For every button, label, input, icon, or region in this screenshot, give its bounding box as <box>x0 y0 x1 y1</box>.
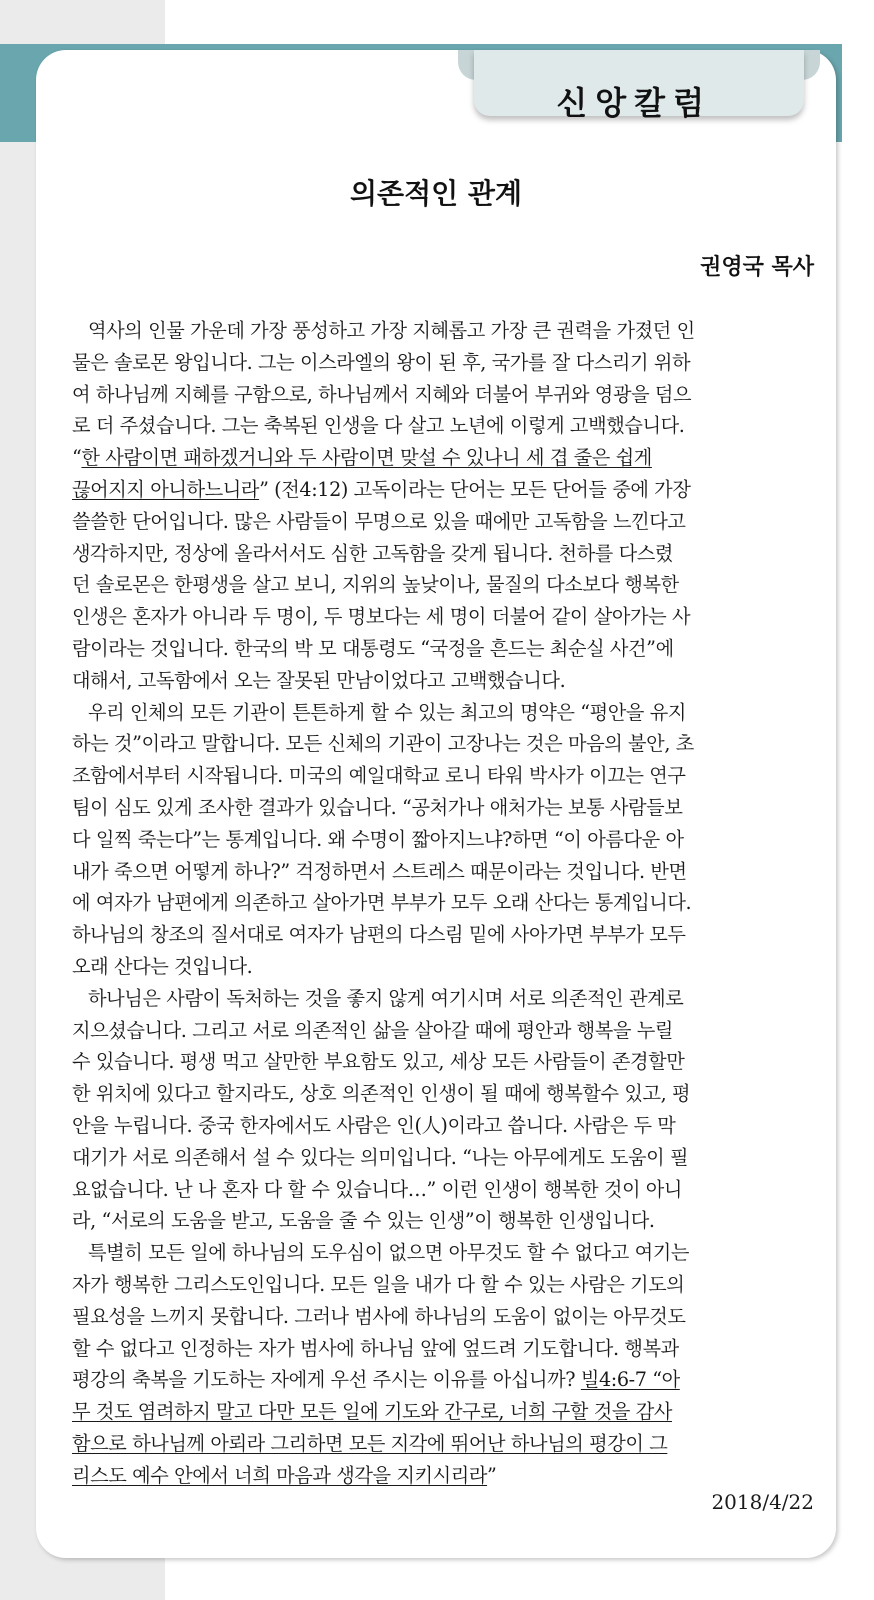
body-text: 에 여자가 남편에게 의존하고 살아가면 부부가 모두 오래 산다는 통계입니다. <box>72 891 692 915</box>
body-text: 다 일찍 죽는다”는 통계입니다. 왜 수명이 짧아지느냐?하면 “이 아름다운 아 <box>72 827 684 851</box>
body-text: 자가 행복한 그리스도인입니다. 모든 일을 내가 다 할 수 있는 사람은 기도의 <box>72 1272 685 1296</box>
body-line <box>72 1205 814 1237</box>
scripture-quote: 끊어지지 아니하느니라 <box>72 477 260 501</box>
scripture-quote: 빌4:6-7 “아 <box>580 1368 680 1392</box>
body-text: 생각하지만, 정상에 올라서서도 심한 고독함을 갖게 됩니다. 천하를 다스렸 <box>72 541 674 565</box>
body-text: 로 더 주셨습니다. 그는 축복된 인생을 다 살고 노년에 이렇게 고백했습니다. <box>72 414 685 438</box>
body-text: 특별히 모든 일에 하나님의 도우심이 없으면 아무것도 할 수 없다고 여기는 <box>88 1241 690 1265</box>
body-text: 평강의 축복을 기도하는 자에게 우선 주시는 이유를 아십니까? <box>72 1368 581 1392</box>
body-line <box>72 474 814 506</box>
body-text: 요없습니다. 난 나 혼자 다 할 수 있습니다…” 이런 인생이 행복한 것이 아니 <box>72 1177 683 1201</box>
article-body <box>72 315 814 1491</box>
body-text: 하나님의 창조의 질서대로 여자가 남편의 다스림 밑에 사아가면 부부가 모두 <box>72 923 686 947</box>
body-text: 대기가 서로 의존해서 설 수 있다는 의미입니다. “나는 아무에게도 도움이 필 <box>72 1145 689 1169</box>
body-line <box>72 538 814 570</box>
body-line <box>72 1428 814 1460</box>
body-text: 하는 것”이라고 말합니다. 모든 신체의 기관이 고장나는 것은 마음의 불안, 초 <box>72 732 694 756</box>
body-line <box>72 856 814 888</box>
body-line <box>72 1110 814 1142</box>
body-line <box>72 633 814 665</box>
body-line <box>72 410 814 442</box>
body-line <box>72 1396 814 1428</box>
body-text: 필요성을 느끼지 못합니다. 그러나 범사에 하나님의 도움이 없이는 아무것도 <box>72 1304 686 1328</box>
body-text: 역사의 인물 가운데 가장 풍성하고 가장 지혜롭고 가장 큰 권력을 가졌던 인 <box>88 319 695 342</box>
body-line <box>72 983 814 1015</box>
body-line <box>72 760 814 792</box>
body-text: 던 솔로몬은 한평생을 살고 보니, 지위의 높낮이나, 물질의 다소보다 행복한 <box>72 573 679 597</box>
body-line <box>72 824 814 856</box>
body-text: ” (전4:12) 고독이라는 단어는 모든 단어들 중에 가장 <box>259 477 691 501</box>
body-line <box>72 315 814 347</box>
body-text: 쓸쓸한 단어입니다. 많은 사람들이 무명으로 있을 때에만 고독함을 느낀다고 <box>72 509 686 533</box>
body-text: 인생은 혼자가 아니라 두 명이, 두 명보다는 세 명이 더불어 같이 살아가는 사 <box>72 605 691 629</box>
article-date: 2018/4/22 <box>711 1490 814 1514</box>
body-line <box>72 1269 814 1301</box>
scripture-quote: 함으로 하나님께 아뢰라 그리하면 모든 지각에 뛰어난 하나님의 평강이 그 <box>72 1431 668 1455</box>
body-text: 수 있습니다. 평생 먹고 살만한 부요함도 있고, 세상 모든 사람들이 존경할만 <box>72 1050 685 1074</box>
body-text: 안을 누립니다. 중국 한자에서도 사람은 인(人)이라고 씁니다. 사람은 두 막 <box>72 1113 676 1137</box>
body-text: 하나님은 사람이 독처하는 것을 좋지 않게 여기시며 서로 의존적인 관계로 <box>88 986 684 1010</box>
body-line <box>72 1333 814 1365</box>
body-line <box>72 1015 814 1047</box>
body-text: 할 수 없다고 인정하는 자가 범사에 하나님 앞에 엎드려 기도합니다. 행복과 <box>72 1336 679 1360</box>
body-text: 여 하나님께 지혜를 구함으로, 하나님께서 지혜와 더불어 부귀와 영광을 덤으 <box>72 382 692 406</box>
scripture-quote: 한 사람이면 패하겠거니와 두 사람이면 맞설 수 있나니 세 겹 줄은 쉽게 <box>81 446 652 470</box>
body-line <box>72 665 814 697</box>
body-line <box>72 601 814 633</box>
body-text: 람이라는 것입니다. 한국의 박 모 대통령도 “국정을 흔드는 최순실 사건”에 <box>72 636 674 660</box>
body-line <box>72 1078 814 1110</box>
body-text: 우리 인체의 모든 기관이 튼튼하게 할 수 있는 최고의 명약은 “평안을 유지 <box>88 700 687 724</box>
body-text: 물은 솔로몬 왕입니다. 그는 이스라엘의 왕이 된 후, 국가를 잘 다스리기 위하 <box>72 350 691 374</box>
body-line <box>72 1460 814 1492</box>
body-text: 내가 죽으면 어떻게 하나?” 걱정하면서 스트레스 때문이라는 것입니다. 반면 <box>72 859 687 883</box>
body-line <box>72 951 814 983</box>
body-line <box>72 697 814 729</box>
body-text: 지으셨습니다. 그리고 서로 의존적인 삶을 살아갈 때에 평안과 행복을 누릴 <box>72 1018 674 1042</box>
body-text: 오래 산다는 것입니다. <box>72 954 253 978</box>
body-line <box>72 1237 814 1269</box>
body-text: ” <box>487 1463 497 1487</box>
body-text: 라, “서로의 도움을 받고, 도움을 줄 수 있는 인생”이 행복한 인생입니다. <box>72 1209 655 1233</box>
body-line <box>72 347 814 379</box>
body-line <box>72 792 814 824</box>
column-label: 신앙칼럼 <box>556 84 712 122</box>
body-line <box>72 728 814 760</box>
scripture-quote: 무 것도 염려하지 말고 다만 모든 일에 기도와 간구로, 너희 구할 것을 감사 <box>72 1400 673 1424</box>
scripture-quote: 리스도 예수 안에서 너희 마음과 생각을 지키시리라 <box>72 1463 488 1487</box>
body-line <box>72 1142 814 1174</box>
article-author: 권영국 목사 <box>700 254 814 280</box>
body-text: 조함에서부터 시작됩니다. 미국의 예일대학교 로니 타워 박사가 이끄는 연구 <box>72 764 686 788</box>
article-title: 의존적인 관계 <box>349 177 523 210</box>
body-text: 대해서, 고독함에서 오는 잘못된 만남이었다고 고백했습니다. <box>72 668 566 692</box>
body-line <box>72 1174 814 1206</box>
body-line <box>72 379 814 411</box>
body-line <box>72 887 814 919</box>
body-text: “ <box>72 446 82 470</box>
body-line <box>72 1364 814 1396</box>
body-line <box>72 569 814 601</box>
body-text: 팀이 심도 있게 조사한 결과가 있습니다. “공처가나 애처가는 보통 사람들보 <box>72 795 683 819</box>
body-text: 한 위치에 있다고 할지라도, 상호 의존적인 인생이 될 때에 행복할수 있고, 평 <box>72 1082 691 1106</box>
body-line <box>72 506 814 538</box>
body-line <box>72 442 814 474</box>
body-line <box>72 1046 814 1078</box>
body-line <box>72 1301 814 1333</box>
body-line <box>72 919 814 951</box>
